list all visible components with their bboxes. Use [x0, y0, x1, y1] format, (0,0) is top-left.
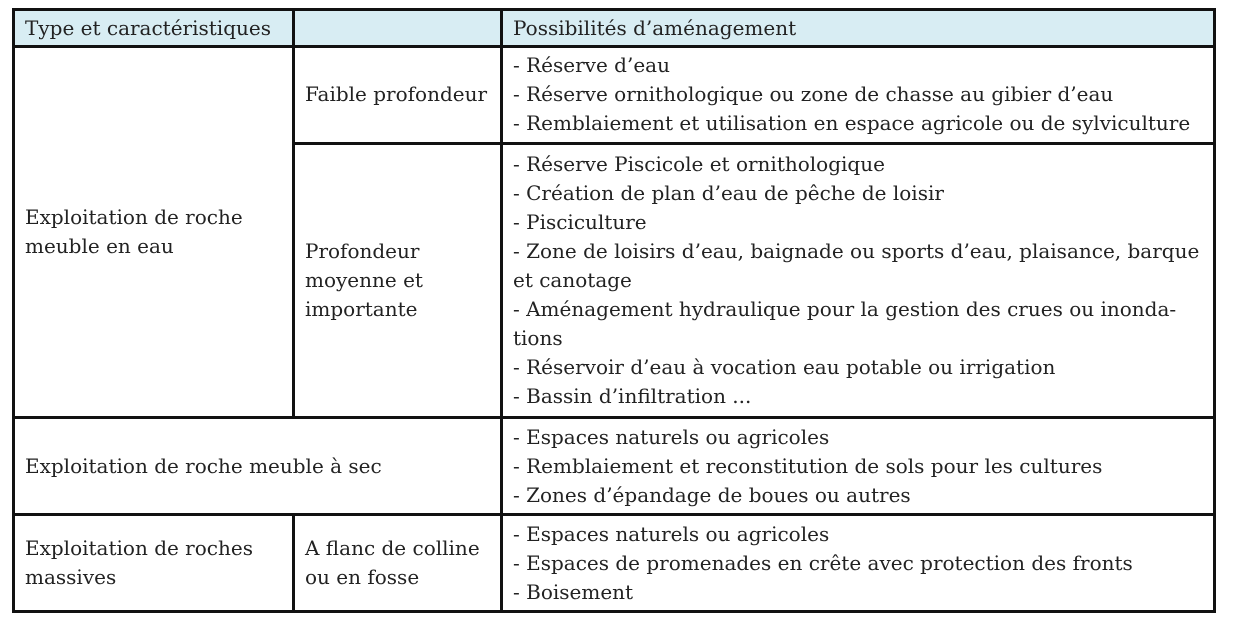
list-item: - Espaces naturels ou agricoles: [513, 521, 830, 546]
possibilities-list: [513, 520, 1203, 607]
possibilities-list: [513, 150, 1203, 411]
header-type: Type et caractéristiques: [14, 10, 294, 47]
amenagement-table: [12, 8, 1216, 613]
header-possibilities: Possibilités d’aménagement: [502, 10, 1215, 47]
possibilities-cell: [502, 515, 1215, 612]
possibilities-list: [513, 51, 1203, 138]
possibilities-cell: [502, 418, 1215, 515]
list-item: - Bassin d’infiltration ...: [513, 384, 752, 409]
table-row: [14, 418, 1215, 515]
type-cell: Exploitation de roche meuble en eau: [14, 47, 294, 418]
header-sub: [294, 10, 502, 47]
sub-cell: Profondeur moyenne et importante: [294, 143, 502, 417]
list-item: - Réserve d’eau: [513, 53, 670, 78]
possibilities-list: [513, 423, 1203, 510]
list-item: - Zones d’épandage de boues ou autres: [513, 482, 911, 507]
possibilities-cell: [502, 47, 1215, 144]
list-item: - Réserve Piscicole et ornithologique: [513, 152, 885, 177]
list-item: - Pisciculture: [513, 210, 647, 235]
list-item: - Espaces naturels ou agricoles: [513, 424, 830, 449]
table-row: [14, 515, 1215, 612]
sub-cell: A flanc de colline ou en fosse: [294, 515, 502, 612]
list-item: - Remblaiement et reconstitution de sols pour les cultures: [513, 453, 1103, 478]
list-item: - Zone de loisirs d’eau, baignade ou sports d’eau, plaisance, barque et canotage: [513, 239, 1200, 293]
possibilities-cell: [502, 143, 1215, 417]
type-cell: Exploitation de roches massives: [14, 515, 294, 612]
list-item: - Réserve ornithologique ou zone de chasse au gibier d’eau: [513, 82, 1114, 107]
list-item: - Remblaiement et utilisation en espace agricole ou de sylviculture: [513, 111, 1191, 136]
table-row: [14, 47, 1215, 144]
list-item: - Boisement: [513, 579, 634, 604]
sub-cell: Faible profondeur: [294, 47, 502, 144]
list-item: - Aménagement hydraulique pour la gestion des crues ou inonda-tions: [513, 297, 1177, 351]
list-item: - Création de plan d’eau de pêche de loisir: [513, 181, 944, 206]
type-cell: Exploitation de roche meuble à sec: [14, 418, 502, 515]
list-item: - Espaces de promenades en crête avec protection des fronts: [513, 550, 1133, 575]
list-item: - Réservoir d’eau à vocation eau potable ou irrigation: [513, 355, 1056, 380]
header-row: [14, 10, 1215, 47]
